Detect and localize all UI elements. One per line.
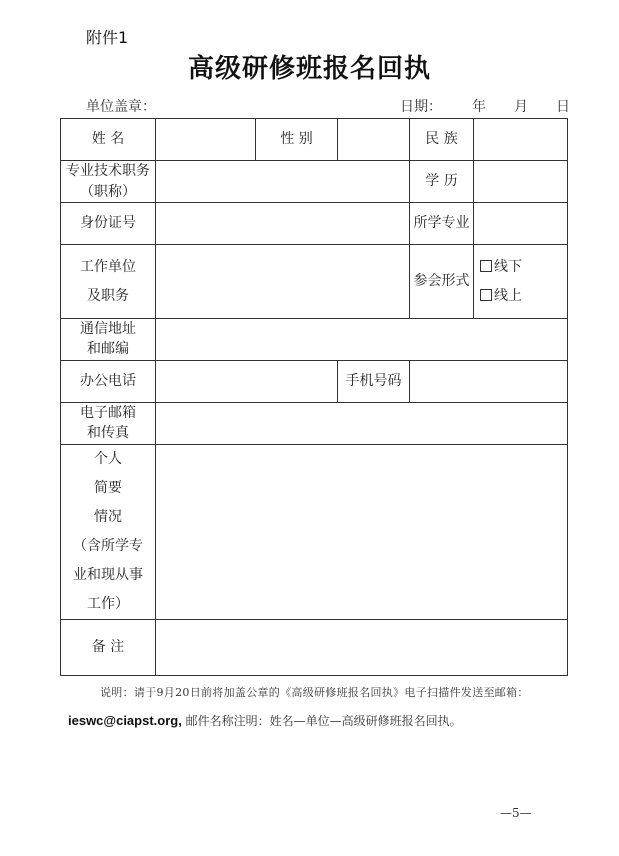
option-offline[interactable]: 线下 [480, 253, 567, 282]
bio-field[interactable] [156, 444, 568, 619]
ethnicity-field[interactable] [474, 119, 568, 161]
office-phone-label: 办公电话 [61, 360, 156, 402]
remarks-label: 备 注 [61, 619, 156, 675]
work-unit-field[interactable] [156, 245, 410, 319]
major-field[interactable] [474, 203, 568, 245]
page-title: 高级研修班报名回执 [187, 54, 431, 84]
checkbox-icon[interactable] [480, 289, 492, 301]
office-phone-field[interactable] [156, 360, 338, 402]
date-label: 日期： [400, 99, 442, 115]
email-subject-note: 邮件名称注明：姓名—单位—高级研修班报名回执。 [185, 714, 462, 728]
date-day-label: 日 [556, 99, 570, 115]
contact-email-link[interactable]: ieswc@ciapst.org, [68, 713, 182, 728]
professional-title-field[interactable] [156, 161, 410, 203]
mobile-field[interactable] [410, 360, 568, 402]
attend-format-options [474, 245, 568, 319]
gender-field[interactable] [338, 119, 410, 161]
name-field[interactable] [156, 119, 256, 161]
address-label: 通信地址 和邮编 [61, 319, 156, 361]
email-note [68, 712, 462, 729]
bio-label: 个人 简要 情况 （含所学专 业和现从事 工作） [61, 444, 156, 619]
work-unit-label: 工作单位 及职务 [61, 245, 156, 319]
date-year-label: 年 [472, 99, 486, 115]
mobile-label: 手机号码 [338, 360, 410, 402]
major-label: 所学专业 [410, 203, 474, 245]
remarks-field[interactable] [156, 619, 568, 675]
option-online[interactable]: 线上 [480, 282, 567, 311]
address-field[interactable] [156, 319, 568, 361]
attachment-label: 附件1 [86, 28, 129, 47]
submission-note: 说明：请于9月20日前将加盖公章的《高级研修班报名回执》电子扫描件发送至邮箱： [100, 686, 529, 699]
ethnicity-label: 民 族 [410, 119, 474, 161]
attend-format-label: 参会形式 [410, 245, 474, 319]
education-label: 学 历 [410, 161, 474, 203]
date-month-label: 月 [514, 99, 528, 115]
professional-title-label: 专业技术职务 （职称） [61, 161, 156, 203]
name-label: 姓 名 [61, 119, 156, 161]
email-fax-field[interactable] [156, 402, 568, 444]
education-field[interactable] [474, 161, 568, 203]
id-number-field[interactable] [156, 203, 410, 245]
registration-form-table [60, 118, 568, 676]
email-fax-label: 电子邮箱 和传真 [61, 402, 156, 444]
gender-label: 性 别 [256, 119, 338, 161]
date-line [400, 96, 570, 116]
id-number-label: 身份证号 [61, 203, 156, 245]
page-number: —5— [500, 806, 532, 820]
checkbox-icon[interactable] [480, 260, 492, 272]
unit-seal-label: 单位盖章： [86, 99, 156, 115]
